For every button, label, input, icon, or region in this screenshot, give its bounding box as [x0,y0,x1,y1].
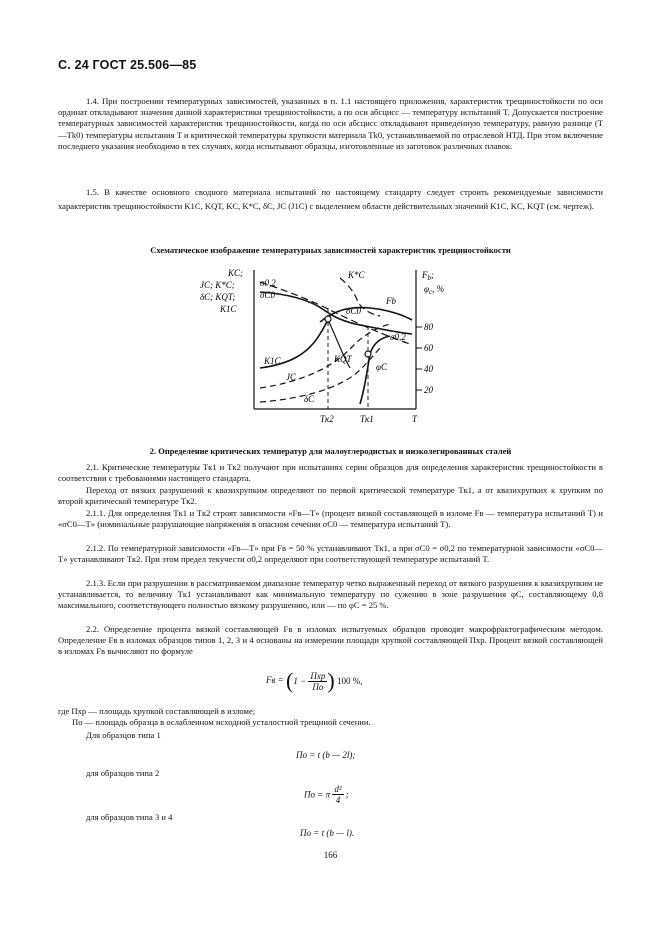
formula-fb-tail: 100 %, [336,676,363,686]
formula-fb-lhs: Fв = [266,675,284,686]
where-1: где Пхр — площадь хрупкой составляющей в изломе; [58,706,256,716]
label-fb: Fb [386,296,396,306]
curve-fb [320,308,412,322]
type2-formula-tail: ; [345,789,349,800]
paragraph-2-1a: 2.1. Критические температуры Tк1 и Tк2 получают при испытаниях серии образцов для определения характеристик трещиностойкости в соответствии с требованиями настоящего стандарта. [58,462,603,484]
marker-tk2-point [325,316,331,322]
paragraph-2-1-1: 2.1.1. Для определения Tк1 и Tк2 строят зависимости «Fв—T» (процент вязкой составляющей в изломе Fв — температура испытаний T) и «σC0—T» (номинальные разрушающие напряжения в опасном сечении σC0 — температура испытаний T). [58,508,603,530]
type1-formula: По = t (b — 2l); [296,750,356,760]
right-tick-label-60: 60 [424,343,433,353]
paragraph-2-2: 2.2. Определение процента вязкой составляющей Fв в изломах испытуемых образцов проводят макрофрактографическим методом. Определение Fв в изломах образцов типов 1, 2, 3 и 4 основаны на измерении площади хрупкой составляющей Пхр. Процент вязкой составляющей в изломах Fв вычисляют по формуле [58,624,603,657]
paragraph-2-1-2: 2.1.2. По температурной зависимости «Fв—T» при Fв = 50 % устанавливают Tк1, а при σC0 = σ0,2 по температурной зависимости «σC0—T» устанавливают Tк2. При этом предел текучести σ0,2 определяют при соответствующей температуре испытаний T. [58,543,603,565]
marker-tk1-point [365,351,371,357]
curve-delta-c [260,346,382,402]
type34-label: для образцов типа 3 и 4 [86,812,173,822]
where-2: По — площадь образца в ослабленном исходной усталостной трещиной сечении. [72,717,371,727]
paragraph-1-5: 1.5. В качестве основного сводного материала испытаний по настоящему стандарту следует строить рекомендуемые зависимости характеристик трещиностойкости K1C, KQT, KC, K*C, δC, JC (J1C) с выделением области действительных значений K1C, KC, KQT (см. чертеж). [58,187,603,211]
top-label-sc0: σC0 [260,290,275,300]
temperature-dependence-chart [190,264,480,442]
type2-formula-lhs: По = π [304,789,331,800]
left-label-dc: δC; KQT; [200,292,236,302]
paragraph-2-1b: Переход от вязких разрушений к квазихрупким определяют по первой критической температуре Tк1, а от квазихрупких к хрупким по второй критической температуре Tк2. [58,485,603,507]
type2-formula-num: d² [334,784,342,794]
top-label-s02: σ0,2 [260,278,276,288]
label-kc-star: K*C [348,270,365,280]
type2-formula [304,784,349,805]
formula-fb-den: По [312,681,324,692]
formula-fb-one: 1 − [293,676,307,686]
formula-fb: Fв = (1 − Пхр По ) 100 %, [266,668,363,693]
paragraph-2-1-3: 2.1.3. Если при разрушении в рассматриваемом диапазоне температур четко выраженный переход от вязкого разрушения к квазихрупким не устанавливается, то величину Tк1 устанавливают как минимальную температуру по сужению в зоне разрушения φC, составляющему 0,8 максимального, соответствующего полностью вязкому разрушению, или — по φC = 25 %. [58,578,603,611]
type2-label: для образцов типа 2 [86,768,160,778]
label-sigma-02: σ0,2 [390,332,406,342]
x-tick-tk2: Tк2 [320,414,334,424]
right-axis-label-fb: $F_b$; [422,270,434,282]
x-axis-label-t: T [412,414,418,424]
label-phi-c: φC [376,362,387,372]
label-jc: JC [286,372,296,382]
type1-label: Для образцов типа 1 [86,730,161,740]
section-2-title: 2. Определение критических температур для малоуглеродистых и низколегированных сталей [149,446,512,456]
right-tick-label-80: 80 [424,322,433,332]
paragraph-1-4: 1.4. При построении температурных зависимостей, указанных в п. 1.1 настоящего приложения, характеристик трещиностойкости по оси ординат откладывают значения данной характеристики трещиностойкости, а по оси абсцисс — температуру испытаний T. Допускается построение температурных зависимостей характеристик трещиностойкости, когда по оси абсцисс откладывают приведенную температуру, равную разнице (T—Tk0) температуры испытания T и критической температуры хрупкости материала Tk0, устанавливаемой по отраслевой НТД. При этом включение последнего указания необходимо в тех случаях, когда испытывают образцы, изготовленные из заготовок различных плавок. [58,96,603,151]
label-k1c: K1C [264,356,281,366]
right-axis-label-phic: $\varphi_c$, % [424,284,445,296]
page-header: С. 24 ГОСТ 25.506—85 [58,58,197,72]
formula-fb-num: Пхр [310,670,326,681]
figure-caption: Схематическое изображение температурных зависимостей характеристик трещиностойкости [150,245,511,255]
type34-formula: По = t (b — l). [300,828,355,838]
right-tick-label-20: 20 [424,385,433,395]
type2-formula-den: 4 [335,795,341,805]
right-tick-label-40: 40 [424,364,433,374]
page-number: 166 [323,850,338,860]
x-tick-tk1: Tк1 [360,414,374,424]
left-label-jc: JC; K*C; [200,280,235,290]
label-sigma-c0: σC0 [346,306,361,316]
label-delta-c: δC [304,394,315,404]
left-label-k1c: K1C [220,304,237,314]
label-kqt: KQT [334,354,352,364]
left-label-kc: KC; [228,268,244,278]
